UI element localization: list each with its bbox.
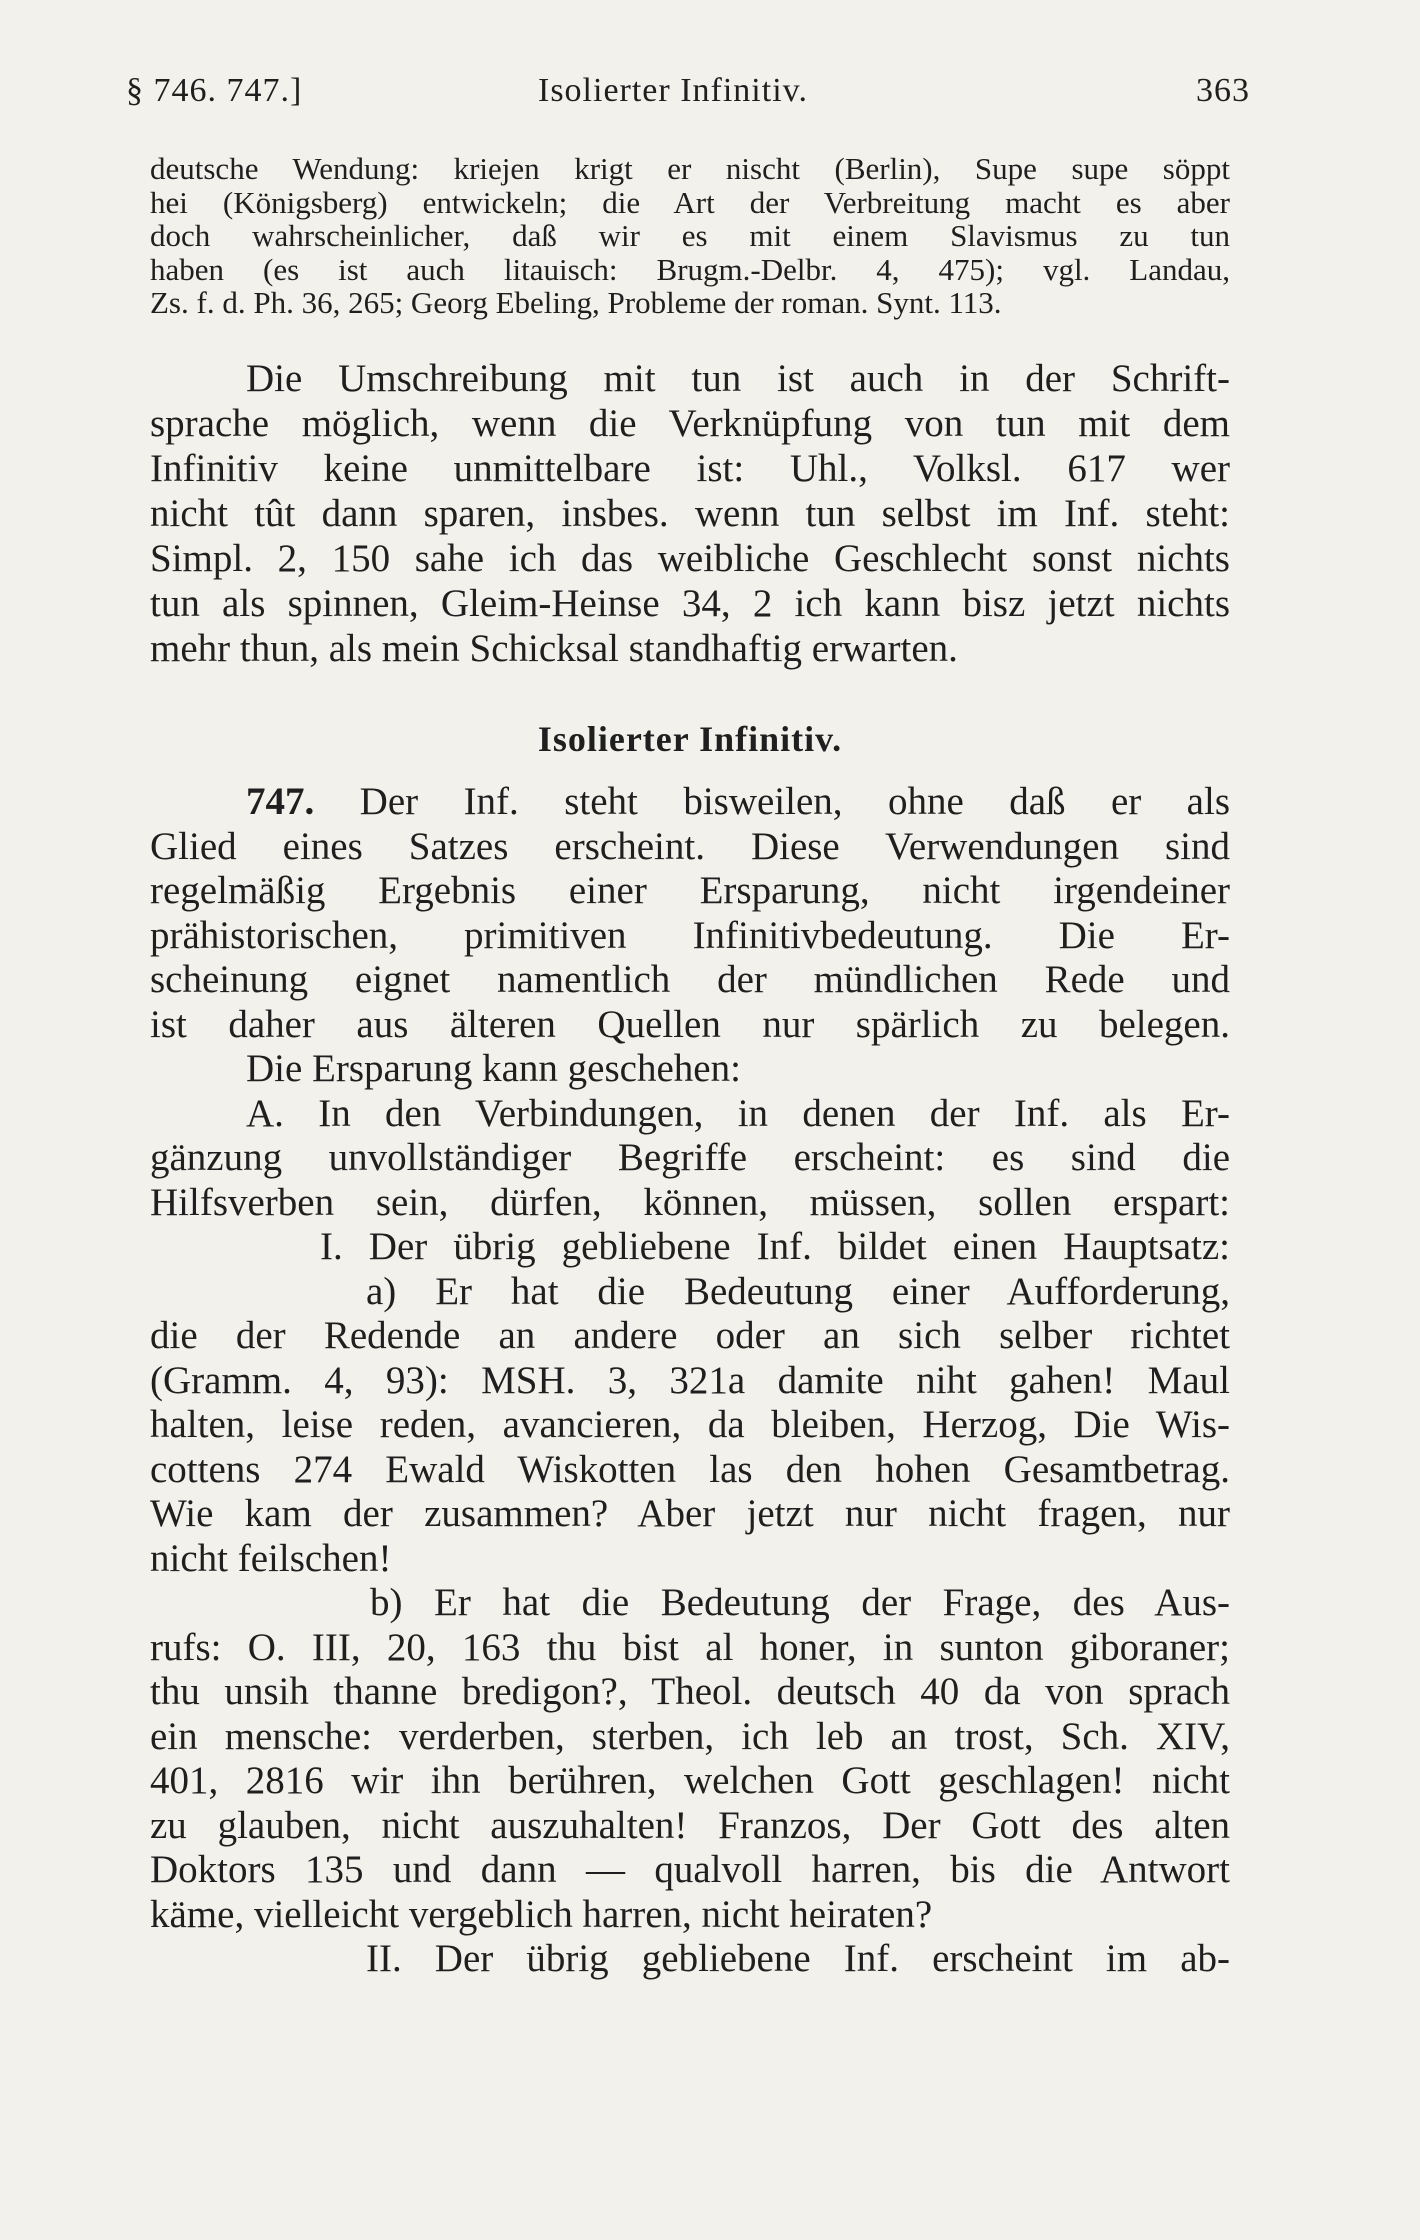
text-line: hei (Königsberg) entwickeln; die Art der Verbreitung macht es aber <box>150 184 1230 220</box>
text-line: Doktors 135 und dann — qualvoll harren, bis die Antwort <box>150 1848 1230 1891</box>
text-line: Zs. f. d. Ph. 36, 265; Georg Ebeling, Probleme der roman. Synt. 113. <box>150 285 1002 320</box>
text-line: b) Er hat die Bedeutung der Frage, des Aus- <box>370 1581 1230 1624</box>
text-line: die der Redende an andere oder an sich selber richtet <box>150 1314 1230 1357</box>
section-number: 747. <box>246 780 315 823</box>
text-line: rufs: O. III, 20, 163 thu bist al honer, in sunton giboraner; <box>150 1625 1230 1669</box>
text-line: nicht feilschen! <box>150 1536 392 1580</box>
text-line: sprache möglich, wenn die Verknüpfung von tun mit dem <box>150 402 1230 445</box>
text-line: cottens 274 Ewald Wiskotten las den hohen Gesamtbetrag. <box>150 1447 1230 1491</box>
text-line: I. Der übrig gebliebene Inf. bildet einen Hauptsatz: <box>320 1225 1230 1268</box>
text-line: haben (es ist auch litauisch: Brugm.-Delbr. 4, 475); vgl. Landau, <box>150 251 1230 287</box>
text-line: zu glauben, nicht auszuhalten! Franzos, Der Gott des alten <box>150 1803 1230 1847</box>
text-line: mehr thun, als mein Schicksal standhaftig erwarten. <box>150 627 958 670</box>
text-line: 401, 2816 wir ihn berühren, welchen Gott geschlagen! nicht <box>150 1759 1230 1802</box>
text-line: doch wahrscheinlicher, daß wir es mit einem Slavismus zu tun <box>150 218 1230 253</box>
text-line: halten, leise reden, avancieren, da bleiben, Herzog, Die Wis- <box>150 1403 1230 1446</box>
text-line: Die Umschreibung mit tun ist auch in der Schrift- <box>246 357 1230 400</box>
section-747-body <box>150 780 1230 1982</box>
text-line: II. Der übrig gebliebene Inf. erscheint im ab- <box>366 1937 1230 1980</box>
section-reference: § 746. 747.] <box>126 72 303 109</box>
paragraph-umschreibung <box>150 356 1230 671</box>
text-line: Die Ersparung kann geschehen: <box>246 1047 741 1090</box>
text-line: scheinung eignet namentlich der mündlichen Rede und <box>150 958 1230 1001</box>
running-title: Isolierter Infinitiv. <box>538 72 808 109</box>
running-header <box>120 72 1250 122</box>
text-line: (Gramm. 4, 93): MSH. 3, 321a damite niht gahen! Maul <box>150 1358 1230 1402</box>
text-line: a) Er hat die Bedeutung einer Aufforderung, <box>366 1269 1230 1313</box>
text-line: käme, vielleicht vergeblich harren, nicht heiraten? <box>150 1892 933 1936</box>
text-line: A. In den Verbindungen, in denen der Inf. als Er- <box>246 1091 1230 1135</box>
text-line: gänzung unvollständiger Begriffe erscheint: es sind die <box>150 1136 1230 1179</box>
text-line: regelmäßig Ergebnis einer Ersparung, nicht irgendeiner <box>150 869 1230 912</box>
section-heading: Isolierter Infinitiv. <box>537 719 843 759</box>
text-line: Hilfsverben sein, dürfen, können, müssen, sollen erspart: <box>150 1180 1230 1224</box>
text-line: Simpl. 2, 150 sahe ich das weibliche Geschlecht sonst nichts <box>150 537 1230 580</box>
text-line: tun als spinnen, Gleim-Heinse 34, 2 ich kann bisz jetzt nichts <box>150 582 1230 625</box>
text-line <box>150 780 1230 825</box>
text-line: deutsche Wendung: kriejen krigt er nischt (Berlin), Supe supe söppt <box>150 151 1230 186</box>
page-number: 363 <box>1196 72 1250 109</box>
text-line: thu unsih thanne bredigon?, Theol. deutsch 40 da von sprach <box>150 1670 1230 1713</box>
text-line: prähistorischen, primitiven Infinitivbedeutung. Die Er- <box>150 913 1230 957</box>
text-line: ist daher aus älteren Quellen nur spärlich zu belegen. <box>150 1002 1230 1046</box>
text-line: nicht tût dann sparen, insbes. wenn tun selbst im Inf. steht: <box>150 492 1230 535</box>
text-line-rest: Der Inf. steht bisweilen, ohne daß er als <box>314 780 1230 823</box>
text-line: Glied eines Satzes erscheint. Diese Verwendungen sind <box>150 824 1230 868</box>
footnote-continuation <box>150 152 1230 320</box>
text-line: ein mensche: verderben, sterben, ich leb an trost, Sch. XIV, <box>150 1714 1230 1758</box>
text-line: Wie kam der zusammen? Aber jetzt nur nicht fragen, nur <box>150 1492 1230 1535</box>
text-line: Infinitiv keine unmittelbare ist: Uhl., Volksl. 617 wer <box>150 447 1230 490</box>
